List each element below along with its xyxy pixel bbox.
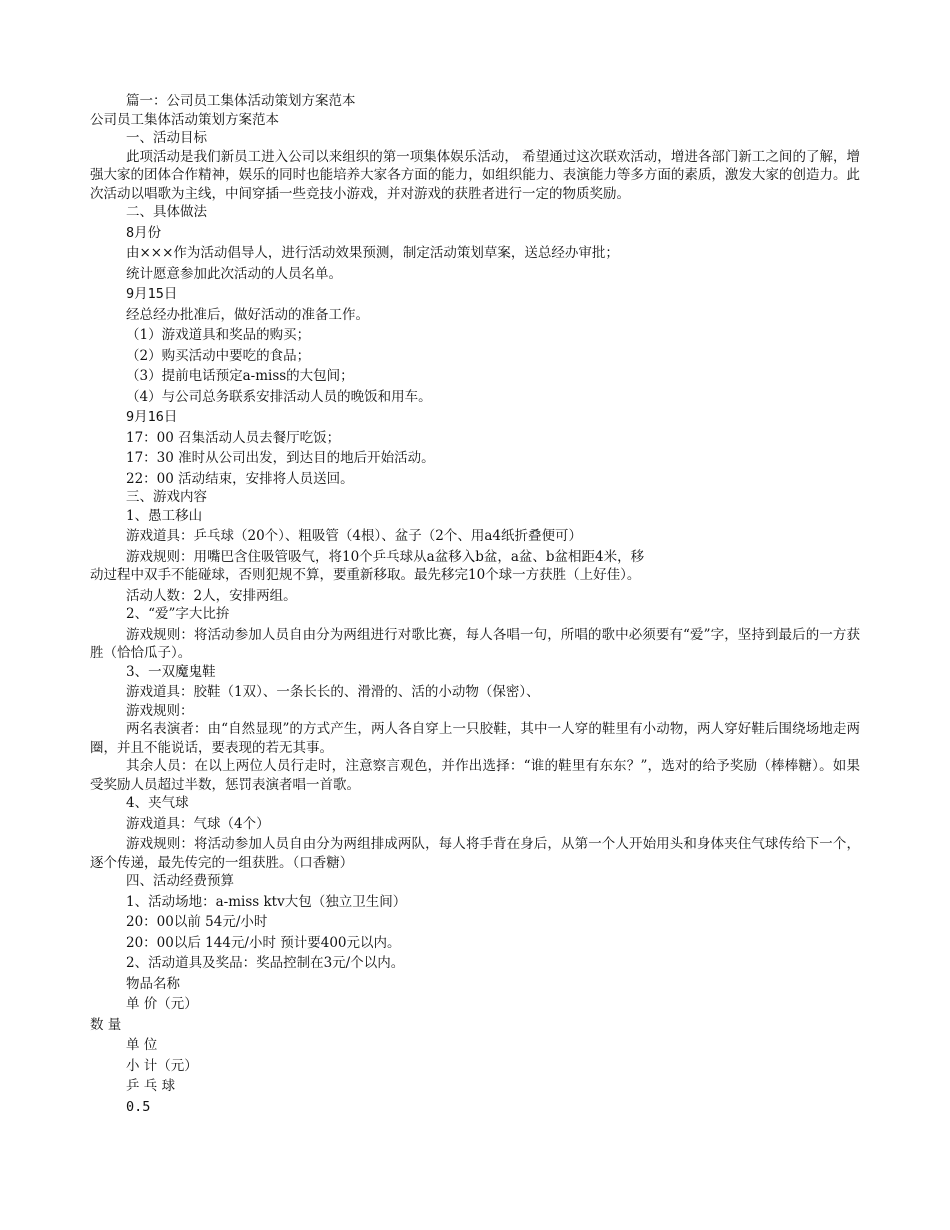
text-line: 20：00以后 144元/小时 预计要400元以内。 bbox=[126, 934, 401, 951]
text-line: 活动人数：2人，安排两组。 bbox=[126, 587, 297, 604]
text-line: 游戏道具：乒乓球（20个）、粗吸管（4根）、盆子（2个、用a4纸折叠便可） bbox=[126, 528, 582, 544]
section-heading-method: 二、具体做法 bbox=[126, 204, 207, 220]
table-cell: 数 量 bbox=[90, 1016, 122, 1033]
game-title: 3、一双魔鬼鞋 bbox=[126, 663, 216, 680]
section-heading-games: 三、游戏内容 bbox=[126, 489, 207, 505]
table-cell: 单 价（元） bbox=[126, 996, 198, 1012]
paragraph: 其余人员：在以上两位人员行走时，注意察言观色，并作出选择：“谁的鞋里有东东？”，选对的给予奖励（棒棒糖）。如果受奖励人员超过半数，惩罚表演者唱一首歌。 bbox=[90, 758, 860, 793]
text-line: 游戏道具：胶鞋（1双）、一条长长的、滑滑的、活的小动物（保密）、 bbox=[126, 684, 540, 700]
paragraph: 游戏规则：将活动参加人员自由分为两组排成两队，每人将手背在身后，从第一个人开始用头和身体夹住气球传给下一个，逐个传递，最先传完的一组获胜。（口香糖） bbox=[90, 836, 860, 871]
schedule-item: 22：00 活动结束，安排将人员送回。 bbox=[126, 470, 354, 487]
list-item: （1）游戏道具和奖品的购买； bbox=[126, 327, 311, 343]
text-line: 2、活动道具及奖品：奖品控制在3元/个以内。 bbox=[126, 955, 405, 971]
game-title: 4、夹气球 bbox=[126, 795, 189, 811]
paragraph: 两名表演者：由“自然显现”的方式产生，两人各自穿上一只胶鞋，其中一人穿的鞋里有小动物，两人穿好鞋后围绕场地走两圈，并且不能说话，要表现的若无其事。 bbox=[90, 721, 860, 756]
section-heading-goal: 一、活动目标 bbox=[126, 130, 207, 146]
list-item: （3）提前电话预定a-miss的大包间； bbox=[126, 368, 354, 384]
date-sep-16: 9月16日 bbox=[126, 409, 178, 425]
text-line: 游戏规则： bbox=[126, 702, 194, 719]
document-heading: 篇一：公司员工集体活动策划方案范本 bbox=[126, 93, 356, 109]
table-cell: 单 位 bbox=[126, 1037, 158, 1053]
text-line: 1、活动场地：a-miss ktv大包（独立卫生间） bbox=[126, 893, 407, 910]
text-line: 游戏规则：用嘴巴含住吸管吸气，将10个乒乓球从a盆移入b盆，a盆、b盆相距4米，移 bbox=[126, 548, 645, 565]
paragraph: 游戏规则：将活动参加人员自由分为两组进行对歌比赛，每人各唱一句，所唱的歌中必须要有“爱”字，坚持到最后的一方获胜（恰恰瓜子）。 bbox=[90, 626, 860, 661]
text-line: 动过程中双手不能碰球，否则犯规不算，要重新移取。最先移完10个球一方获胜（上好佳）。 bbox=[90, 567, 641, 583]
section-heading-budget: 四、活动经费预算 bbox=[126, 873, 234, 889]
game-title: 1、愚工移山 bbox=[126, 507, 203, 524]
table-cell: 0.5 bbox=[126, 1098, 151, 1115]
date-august: 8月份 bbox=[126, 224, 162, 241]
game-title: 2、“爱”字大比拚 bbox=[126, 606, 230, 622]
text-line: 经总经办批准后，做好活动的准备工作。 bbox=[126, 306, 369, 323]
text-line: 20：00以前 54元/小时 bbox=[126, 914, 268, 930]
text-line: 游戏道具：气球（4个） bbox=[126, 815, 270, 832]
date-sep-15: 9月15日 bbox=[126, 286, 178, 302]
list-item: （2）购买活动中要吃的食品； bbox=[126, 347, 311, 364]
table-cell: 物品名称 bbox=[126, 975, 180, 992]
schedule-item: 17：00 召集活动人员去餐厅吃饭； bbox=[126, 429, 341, 446]
document-title: 公司员工集体活动策划方案范本 bbox=[90, 111, 279, 128]
list-item: （4）与公司总务联系安排活动人员的晚饭和用车。 bbox=[126, 388, 432, 405]
text-line: 统计愿意参加此次活动的人员名单。 bbox=[126, 265, 342, 282]
table-cell: 乒 乓 球 bbox=[126, 1078, 176, 1094]
text-line: 由×××作为活动倡导人，进行活动效果预测，制定活动策划草案，送总经办审批； bbox=[126, 245, 619, 261]
table-cell: 小 计（元） bbox=[126, 1057, 198, 1074]
schedule-item: 17：30 准时从公司出发，到达目的地后开始活动。 bbox=[126, 450, 435, 466]
paragraph-goal: 此项活动是我们新员工进入公司以来组织的第一项集体娱乐活动， 希望通过这次联欢活动，增进各部门新工之间的了解，增强大家的团体合作精神，娱乐的同时也能培养大家各方面的能力，如组织能力、表演能力等多方面的素质，激发大家的创造力。此次活动以唱歌为主线，中间穿插一些竞技小游戏，并对游戏的获胜者进行一定的物质奖励。 bbox=[90, 148, 860, 202]
